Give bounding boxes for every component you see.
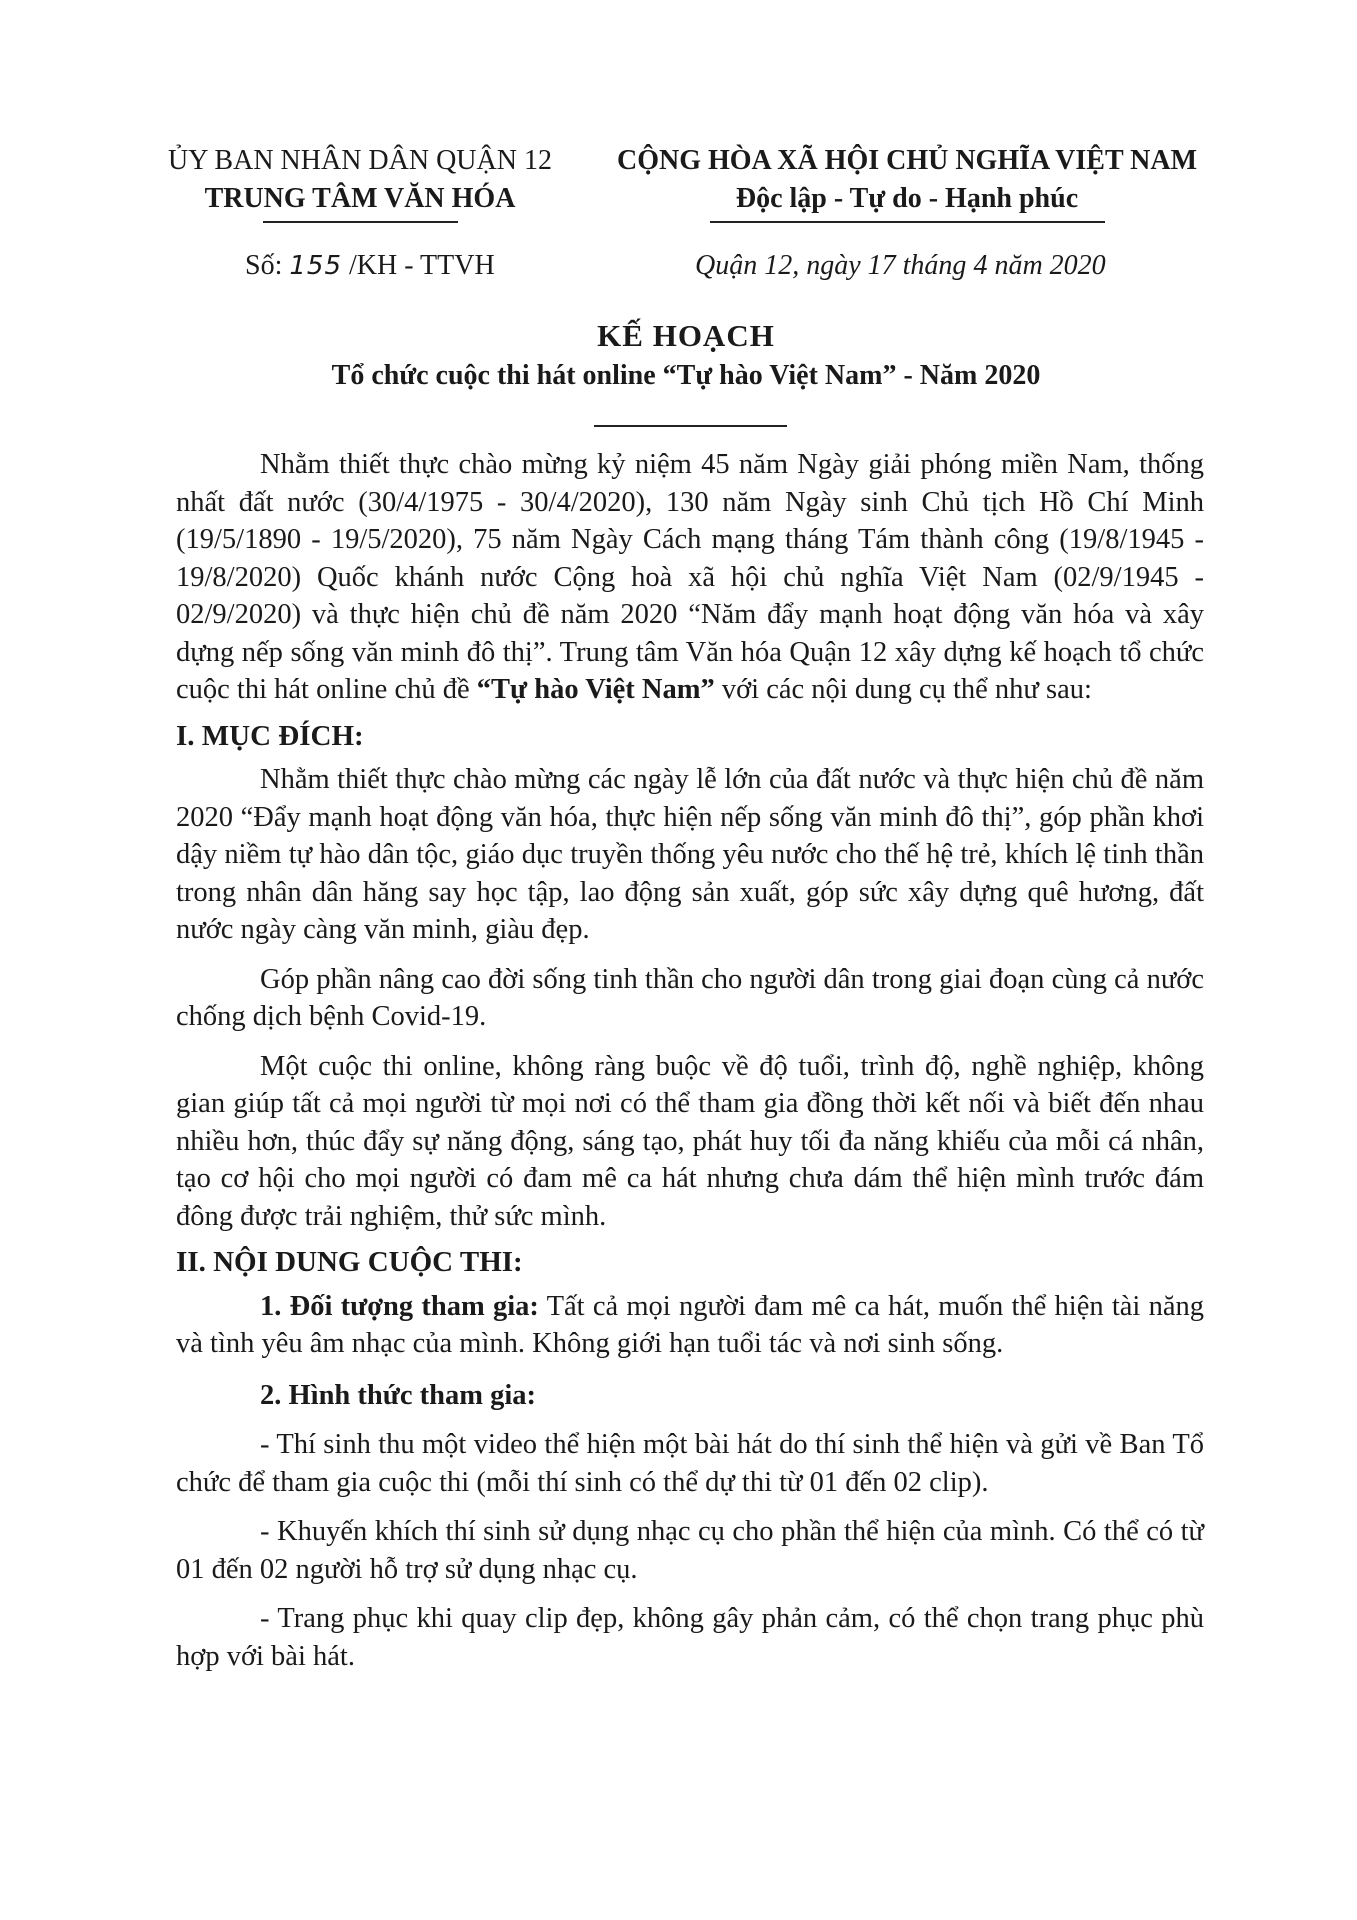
participants-text: Tất cả mọi người đam mê ca hát, muốn thể hiện tài năng và tình yêu âm nhạc của mình. Không giới hạn tuổi tác và nơi sinh sống.: [176, 1290, 1204, 1359]
ref-handwritten-number: 155: [289, 251, 342, 281]
ref-suffix: /KH - TTVH: [342, 250, 495, 281]
document-number: [245, 250, 495, 282]
motto-underline: [710, 221, 1105, 223]
motto: Độc lập - Tự do - Hạnh phúc: [735, 183, 1079, 214]
document-subtitle: Tổ chức cuộc thi hát online “Tự hào Việt Nam” - Năm 2020: [331, 360, 1041, 391]
date-month-label: tháng: [895, 250, 974, 281]
format-bullet-2: - Khuyến khích thí sinh sử dụng nhạc cụ cho phần thể hiện của mình. Có thể có từ 01 đến 02 người hỗ trợ sử dụng nhạc cụ.: [176, 1516, 1204, 1585]
date-month: 4: [973, 250, 988, 281]
purpose-paragraph-2: Góp phần nâng cao đời sống tinh thần cho người dân trong giai đoạn cùng cả nước chống dịch bệnh Covid-19.: [176, 963, 1204, 1032]
format-bullet-3: - Trang phục khi quay clip đẹp, không gây phản cảm, có thể chọn trang phục phù hợp với bài hát.: [176, 1603, 1204, 1672]
participants-label: 1. Đối tượng tham gia:: [260, 1290, 539, 1322]
section-heading-content: II. NỘI DUNG CUỘC THI:: [176, 1246, 523, 1278]
participants-paragraph: [176, 1288, 1204, 1363]
purpose-paragraph-1: Nhằm thiết thực chào mừng các ngày lễ lớn của đất nước và thực hiện chủ đề năm 2020 “Đẩy mạnh hoạt động văn hóa, thực hiện nếp sống văn minh đô thị”, góp phần khơi dậy niềm tự hào dân tộc, giáo dục truyền thống yêu nước cho thế hệ trẻ, khích lệ tinh thần trong nhân dân hăng say học tập, lao động sản xuất, góp sức xây dựng quê hương, đất nước ngày càng văn minh, giàu đẹp.: [176, 764, 1204, 945]
issuing-agency: [140, 142, 580, 223]
document-body: [176, 446, 1204, 1675]
document-date: [695, 250, 1106, 282]
intro-paragraph: [176, 446, 1204, 709]
intro-text: Nhằm thiết thực chào mừng kỷ niệm 45 năm Ngày giải phóng miền Nam, thống nhất đất nước (30/4/1975 - 30/4/2020), 130 năm Ngày sinh Chủ tịch Hồ Chí Minh (19/5/1890 - 19/5/2020), 75 năm Ngày Cách mạng tháng Tám thành công (19/8/1945 - 19/8/2020) Quốc khánh nước Cộng hoà xã hội chủ nghĩa Việt Nam (02/9/1945 - 02/9/2020) và thực hiện chủ đề năm 2020 “Năm đẩy mạnh hoạt động văn hóa và xây dựng nếp sống văn minh đô thị”. Trung tâm Văn hóa Quận 12 xây dựng kế hoạch tổ chức cuộc thi hát online chủ đề: [176, 449, 1204, 705]
date-year: năm 2020: [987, 250, 1106, 281]
agency-parent: ỦY BAN NHÂN DÂN QUẬN 12: [168, 145, 552, 176]
ref-prefix: Số:: [245, 250, 290, 281]
title-divider: [594, 425, 787, 427]
document-title: KẾ HOẠCH: [597, 318, 775, 353]
date-prefix: Quận 12, ngày: [695, 250, 868, 281]
intro-tail: với các nội dung cụ thể như sau:: [714, 674, 1092, 705]
intro-theme: “Tự hào Việt Nam”: [476, 674, 715, 705]
format-bullet-1: - Thí sinh thu một video thể hiện một bài hát do thí sinh thể hiện và gửi về Ban Tổ chức để tham gia cuộc thi (mỗi thí sinh có thể dự thi từ 01 đến 02 clip).: [176, 1429, 1204, 1498]
format-heading: 2. Hình thức tham gia:: [260, 1379, 536, 1411]
purpose-paragraph-3: Một cuộc thi online, không ràng buộc về độ tuổi, trình độ, nghề nghiệp, không gian giúp tất cả mọi người từ mọi nơi có thể tham gia đồng thời kết nối và biết đến nhau nhiều hơn, thúc đẩy sự năng động, sáng tạo, phát huy tối đa năng khiếu của mỗi cá nhân, tạo cơ hội cho mọi người có đam mê ca hát nhưng chưa dám thể hiện mình trước đám đông được trải nghiệm, thử sức mình.: [176, 1050, 1204, 1232]
agency-underline: [263, 221, 458, 223]
country-name: CỘNG HÒA XÃ HỘI CHỦ NGHĨA VIỆT NAM: [616, 145, 1198, 176]
date-day: 17: [867, 250, 896, 281]
national-motto: [582, 142, 1232, 223]
section-heading-purpose: I. MỤC ĐÍCH:: [176, 719, 364, 752]
agency-name: TRUNG TÂM VĂN HÓA: [204, 183, 516, 214]
